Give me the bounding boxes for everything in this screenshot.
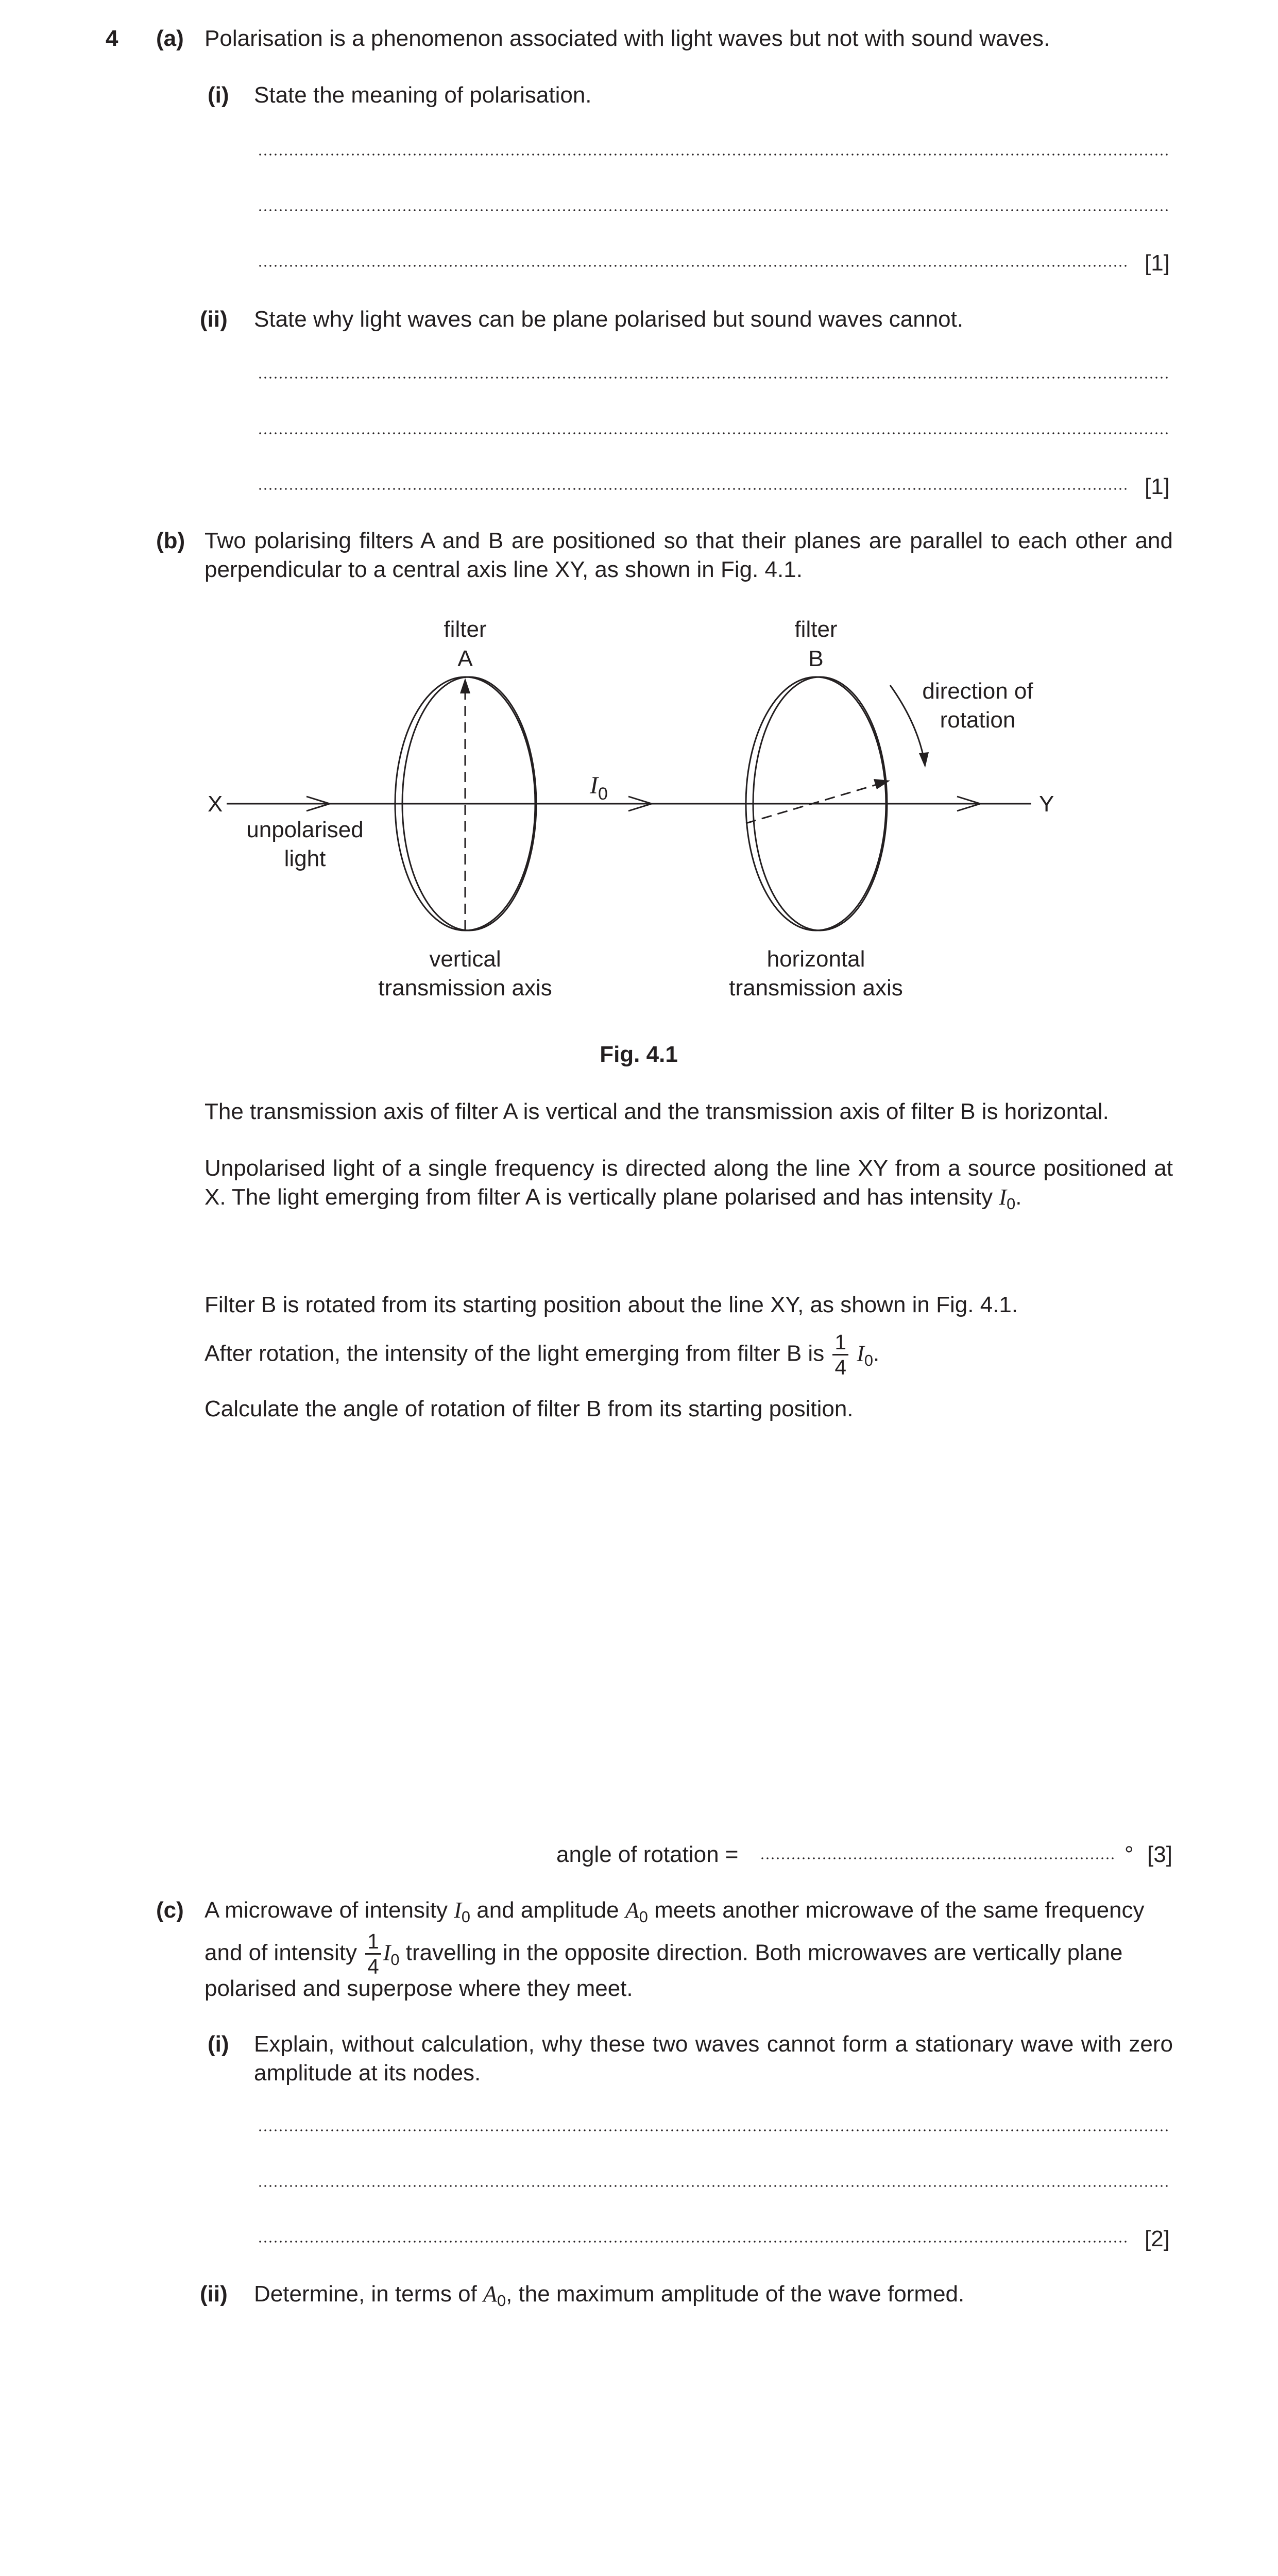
part-a-i-question: State the meaning of polarisation.	[254, 82, 592, 108]
x-label: X	[208, 791, 223, 817]
part-a-i-label: (i)	[208, 82, 229, 108]
filter-b-label: filter	[794, 617, 838, 642]
horizontal-axis-label: horizontal	[766, 946, 865, 972]
part-b-question: Calculate the angle of rotation of filter B from its starting position.	[205, 1396, 854, 1421]
arrowhead	[919, 752, 929, 768]
answer-line[interactable]	[258, 2185, 1169, 2187]
mark-allocation: [1]	[1145, 250, 1170, 276]
part-b-para: Filter B is rotated from its starting position about the line XY, as shown in Fig. 4.1.	[205, 1292, 1018, 1317]
part-c-i-question: Explain, without calculation, why these two waves cannot form a stationary wave with zero amplitude at its nodes.	[254, 2031, 1173, 2086]
vertical-axis-label: vertical	[429, 946, 501, 972]
vertical-axis-label: transmission axis	[378, 975, 552, 1001]
horizontal-axis-label: transmission axis	[729, 975, 903, 1001]
part-a-stem: Polarisation is a phenomenon associated with light waves but not with sound waves.	[205, 26, 1050, 51]
part-c-ii-question: Determine, in terms of $A_0$, the maximum amplitude of the wave formed.	[254, 2281, 965, 2310]
part-c-i-label: (i)	[208, 2031, 229, 2057]
rotation-arrow	[890, 685, 924, 757]
filter-a-label: filter	[444, 617, 487, 642]
answer-line[interactable]	[258, 2129, 1169, 2131]
answer-line[interactable]	[760, 1857, 1115, 1859]
y-label: Y	[1039, 791, 1054, 817]
part-a-ii-question: State why light waves can be plane polarised but sound waves cannot.	[254, 307, 964, 332]
part-b-para: The transmission axis of filter A is vertical and the transmission axis of filter B is horizontal.	[205, 1099, 1109, 1124]
intensity-label: $I_0$	[590, 772, 608, 804]
part-c-label: (c)	[156, 1897, 184, 1923]
part-c-ii-label: (ii)	[200, 2281, 228, 2307]
unpolarised-label: unpolarised	[246, 817, 364, 842]
mark-allocation: [3]	[1147, 1842, 1172, 1867]
part-c-stem: polarised and superpose where they meet.	[205, 1976, 633, 2001]
arrowhead	[874, 779, 890, 789]
mark-allocation: [1]	[1145, 474, 1170, 499]
question-number: 4	[106, 26, 118, 51]
figure-4-1	[0, 0, 1278, 1082]
rotation-label: direction of	[922, 679, 1033, 704]
part-a-ii-label: (ii)	[200, 307, 228, 332]
fraction-one-quarter: $\frac{1}{4}$	[365, 1931, 381, 1977]
part-b-label: (b)	[156, 528, 185, 553]
part-b-para: After rotation, the intensity of the light emerging from filter B is $\frac{1}{4}$ $I_0$.	[205, 1330, 880, 1380]
unpolarised-label: light	[284, 846, 326, 871]
part-c-stem: and of intensity $\frac{1}{4}$ $I_0$ travelling in the opposite direction. Both microwaves are vertically plane	[205, 1929, 1123, 1979]
answer-line[interactable]	[258, 2241, 1129, 2243]
mark-allocation: [2]	[1145, 2226, 1170, 2251]
answer-label: angle of rotation =	[556, 1842, 739, 1867]
part-a-label: (a)	[156, 26, 184, 51]
rotation-label: rotation	[940, 707, 1016, 733]
filter-a-letter: A	[457, 646, 473, 671]
figure-caption: Fig. 4.1	[600, 1042, 678, 1067]
arrowhead	[460, 678, 470, 693]
part-b-para: Unpolarised light of a single frequency is directed along the line XY from a source positioned at X. The light emerging from filter A is vertically plane polarised and has intensity $I_0$.	[205, 1156, 1173, 1213]
unit-degree: °	[1124, 1842, 1134, 1867]
part-b-stem: Two polarising filters A and B are positioned so that their planes are parallel to each other and perpendicular to a central axis line XY, as shown in Fig. 4.1.	[205, 528, 1173, 582]
fraction-one-quarter: $\frac{1}{4}$	[832, 1332, 848, 1378]
part-c-stem: A microwave of intensity $I_0$ and amplitude $A_0$ meets another microwave of the same frequency	[205, 1897, 1145, 1926]
filter-b-letter: B	[808, 646, 824, 671]
